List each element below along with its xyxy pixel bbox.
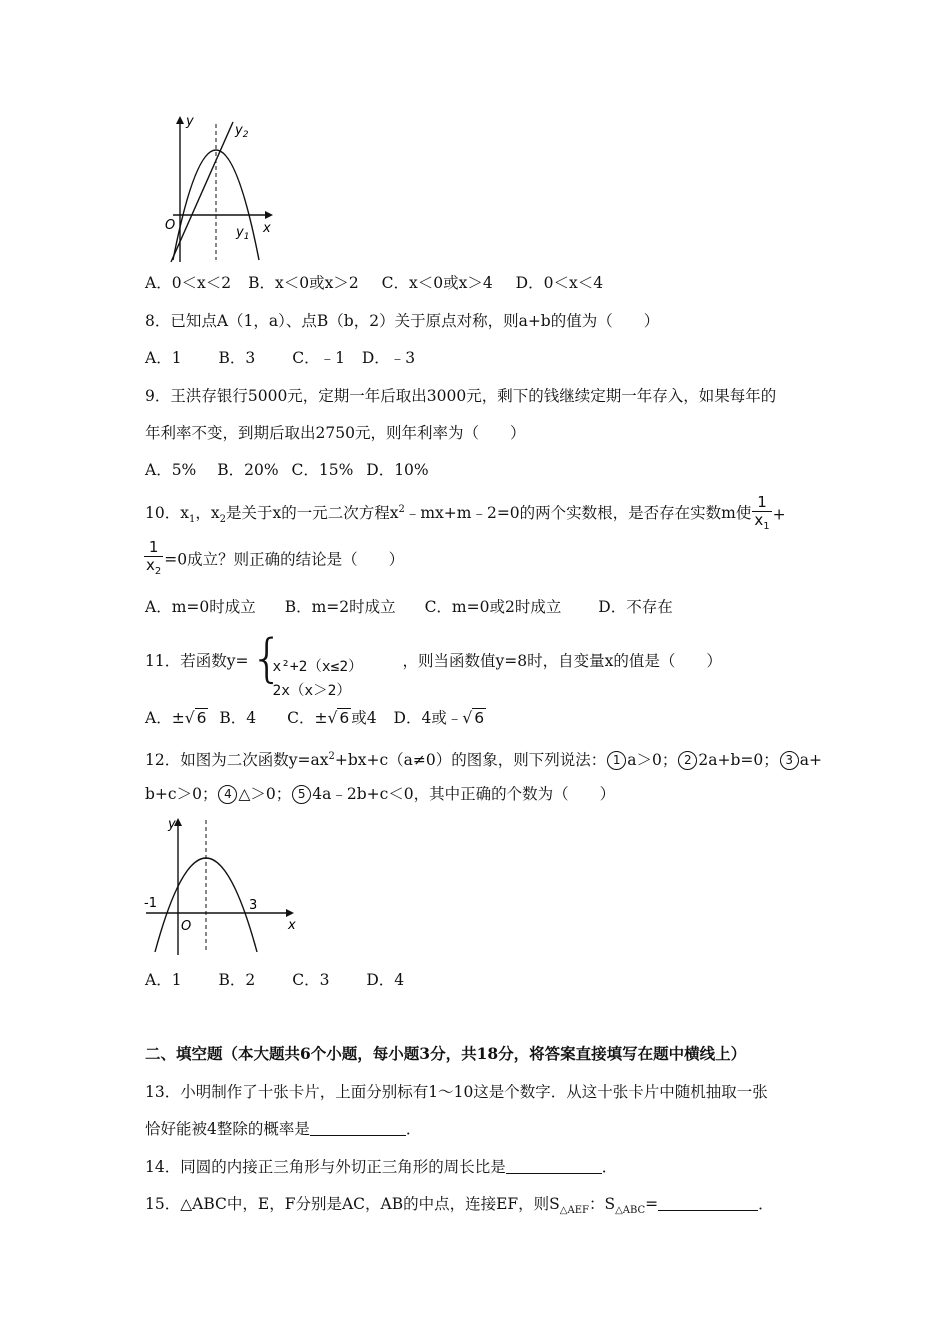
q11-option-c: C．±√ 6 或4: [287, 709, 377, 727]
q9-option-d: D．10%: [366, 461, 429, 479]
q10-options: [145, 595, 673, 619]
q10-stem-line2: $\frac{1}{x_2}$ =0成立？则正确的结论是（ ）: [143, 539, 404, 580]
q11-stem: 11．若函数y= { x²+2（x≤2） 2x（x＞2） ，则当函数值y=8时，自变量x的值是（ ）: [145, 629, 722, 699]
q12-option-c: C．3: [292, 971, 330, 989]
graph2-neg1-label: -1: [144, 896, 157, 911]
q8-option-d: D．﹣3: [361, 349, 416, 367]
q9-option-a: A．5%: [145, 461, 197, 479]
q13-stem-line2: 恰好能被4整除的概率是 ．: [145, 1117, 421, 1141]
q9-options: [145, 458, 429, 482]
graph1-y2-label: $y_2$: [235, 123, 249, 140]
q15-stem: 15．△ABC中，E，F分别是AC，AB的中点，连接EF，则$S_{\triangle AEF}$：$S_{\triangle ABC}=$ ．: [145, 1192, 774, 1223]
q13-stem-line1: 13．小明制作了十张卡片，上面分别标有1～10这是个数字．从这十张卡片中随机抽取一张: [145, 1083, 768, 1101]
q12-option-d: D．4: [366, 971, 405, 989]
graph2-y-label: y: [168, 817, 176, 832]
q12-stem-line2: b+c＞0； 4 △＞0； 5 4a﹣2b+c＜0，其中正确的个数为（ ）: [145, 785, 616, 803]
answer-blank[interactable]: [658, 1192, 758, 1211]
graph2-x-label: x: [288, 918, 296, 933]
q7-options: [145, 271, 603, 295]
answer-blank[interactable]: [310, 1117, 406, 1136]
q9-option-b: B．20%: [217, 461, 279, 479]
q10-option-d: D．不存在: [598, 598, 673, 616]
q8-option-c: C．﹣1: [292, 349, 345, 367]
q8-option-b: B．3: [218, 349, 256, 367]
y-axis-arrow: [176, 116, 184, 124]
q14-stem: 14．同圆的内接正三角形与外切正三角形的周长比是 ．: [145, 1155, 617, 1179]
q9-stem-line2: 年利率不变，到期后取出2750元，则年利率为（ ）: [145, 424, 526, 442]
graph-1: [165, 112, 277, 264]
section-2-title: 二、填空题（本大题共6个小题，每小题3分，共18分，将答案直接填写在题中横线上）: [145, 1044, 747, 1063]
q10-option-b: B．m=2时成立: [284, 598, 396, 616]
q9-option-c: C．15%: [291, 461, 354, 479]
q10-stem-line1: 10．$x_1$，$x_2$是关于x的一元二次方程$x^2﹣mx+m﹣2=0$的两个实数根，是否存在实数m使 $\frac{1}{x_1}$ +: [145, 494, 786, 535]
graph2-three-label: 3: [249, 898, 258, 913]
q12-option-a: A．1: [145, 971, 182, 989]
x-axis-arrow: [286, 909, 294, 917]
graph1-x-label: x: [263, 221, 271, 236]
q12-option-b: B．2: [218, 971, 256, 989]
fraction-1-over-x1: $\frac{1}{x_1}$: [754, 493, 770, 532]
answer-blank[interactable]: [506, 1155, 602, 1174]
q7-option-c: C．x＜0或x＞4: [381, 274, 493, 292]
piecewise-function: { x²+2（x≤2） 2x（x＞2）: [250, 629, 363, 699]
q12-options: [145, 968, 404, 992]
q11-option-b: B．4: [219, 709, 257, 727]
graph1-y-label: y: [186, 114, 194, 129]
q8-stem: 8．已知点A（1，a）、点B（b，2）关于原点对称，则a+b的值为（ ）: [145, 312, 660, 330]
graph-2: [140, 812, 305, 957]
q12-stem-line1: 12．如图为二次函数$y=ax^2+bx+c(a\ne 0)$的图象，则下列说法： 1 a＞0； 2 2a+b=0； 3 a+: [145, 751, 822, 770]
q8-option-a: A．1: [145, 349, 182, 367]
q7-option-a: A．0＜x＜2: [145, 274, 232, 292]
q8-options: [145, 346, 415, 370]
graph1-origin-label: O: [165, 218, 176, 233]
q11-option-d: D．4或﹣√ 6: [393, 709, 485, 727]
x-axis-arrow: [265, 211, 273, 219]
q7-option-b: B．x＜0或x＞2: [248, 274, 359, 292]
q10-option-c: C．m=0或2时成立: [424, 598, 562, 616]
graph1-y1-label: $y_1$: [236, 225, 250, 242]
graph2-origin-label: O: [181, 919, 192, 934]
q11-options: [145, 706, 486, 730]
q7-option-d: D．0＜x＜4: [515, 274, 604, 292]
fraction-1-over-x2: $\frac{1}{x_2}$: [146, 538, 162, 577]
q9-stem-line1: 9．王洪存银行5000元，定期一年后取出3000元，剩下的钱继续定期一年存入，如果每年的: [145, 387, 777, 405]
q10-option-a: A．m=0时成立: [145, 598, 256, 616]
q11-option-a: A．±√ 6: [145, 709, 207, 727]
